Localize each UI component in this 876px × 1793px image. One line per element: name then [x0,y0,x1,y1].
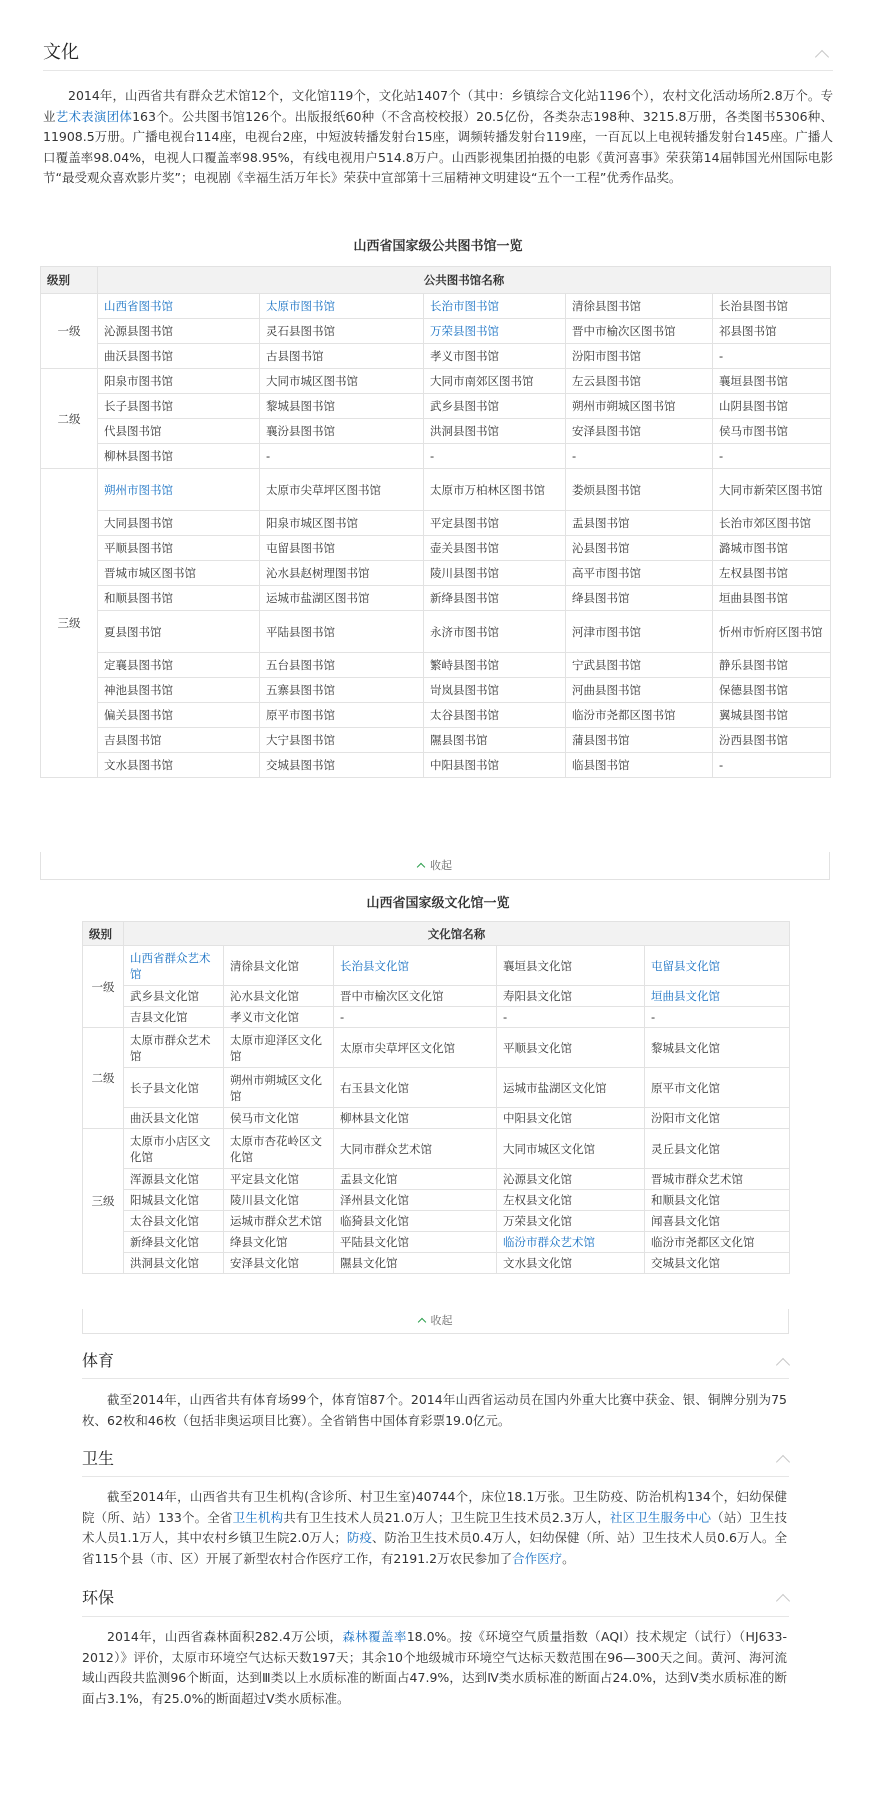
table-cell: 汾西县图书馆 [713,728,831,753]
table-row [41,536,831,561]
chevron-up-icon [417,1318,425,1326]
table-cell: 黎城县文化馆 [645,1028,790,1068]
table-cell: 吉县图书馆 [98,728,260,753]
table-cell: 清徐县文化馆 [224,946,334,986]
table-cell: 长子县图书馆 [98,394,260,419]
table-row [41,319,831,344]
table-cell: 陵川县图书馆 [424,561,566,586]
table-cell: 隰县图书馆 [424,728,566,753]
table-cell: 阳城县文化馆 [124,1190,224,1211]
table-cell: 古县图书馆 [260,344,424,369]
table-cell: 夏县图书馆 [98,611,260,653]
table-cell: 祁县图书馆 [713,319,831,344]
table-cell: 陵川县文化馆 [224,1190,334,1211]
table-cell: - [713,344,831,369]
inline-link[interactable]: 森林覆盖率 [342,1629,407,1644]
table-cell: 灵丘县文化馆 [645,1129,790,1169]
text-segment: 、防治卫生技术员0.4万人，妇幼保健（所、站）卫生技术人员0.6万人。全省115个县（市、区）开展了新型农村合作医疗工作，有2191.2万农民参加了 [82,1530,787,1566]
table-cell: 临县图书馆 [566,753,713,778]
table-row [41,753,831,778]
level-cell: 三级 [41,469,98,778]
table-cell: 汾阳市图书馆 [566,344,713,369]
table-row [83,1007,790,1028]
table-cell: 侯马市文化馆 [224,1108,334,1129]
table-cell: 原平市文化馆 [645,1068,790,1108]
table-cell[interactable]: 山西省群众艺术馆 [124,946,224,986]
table-cell[interactable]: 屯留县文化馆 [645,946,790,986]
table-cell: 阳泉市城区图书馆 [260,511,424,536]
table-cell: 屯留县图书馆 [260,536,424,561]
table-cell: 沁源县图书馆 [98,319,260,344]
table-cell: 平顺县图书馆 [98,536,260,561]
health-heading-row [82,1446,114,1469]
table-cell: 泽州县文化馆 [334,1190,497,1211]
table-row [83,946,790,986]
table-cell: 繁峙县图书馆 [424,653,566,678]
collapse-chevron-icon[interactable] [776,1455,790,1469]
table-cell: 太原市万柏林区图书馆 [424,469,566,511]
table-row [41,294,831,319]
health-heading: 卫生 [82,1449,115,1468]
table-cell[interactable]: 山西省图书馆 [98,294,260,319]
table-cell: 和顺县图书馆 [98,586,260,611]
table-row [83,1108,790,1129]
table-cell: 盂县图书馆 [566,511,713,536]
table-cell: - [497,1007,645,1028]
table-cell: 黎城县图书馆 [260,394,424,419]
table-row [41,703,831,728]
table-row [41,611,831,653]
divider [82,1476,789,1477]
table-cell: 五台县图书馆 [260,653,424,678]
table-cell: 新绛县图书馆 [424,586,566,611]
table-cell: 平顺县文化馆 [497,1028,645,1068]
table-cell: 晋城市城区图书馆 [98,561,260,586]
level-cell: 一级 [41,294,98,369]
divider [43,70,833,71]
table-cell: 平定县文化馆 [224,1169,334,1190]
table-cell: 沁县图书馆 [566,536,713,561]
inline-link[interactable]: 防疫 [346,1530,372,1546]
table-row [41,586,831,611]
table-cell: 襄汾县图书馆 [260,419,424,444]
level-cell: 一级 [83,946,124,1028]
inline-link[interactable]: 艺术表演团体 [55,108,133,124]
table-row [83,1211,790,1232]
table-cell[interactable]: 太原市图书馆 [260,294,424,319]
table-cell: 平陆县图书馆 [260,611,424,653]
divider [82,1378,789,1379]
table-cell: 神池县图书馆 [98,678,260,703]
health-paragraph [82,1487,787,1569]
level-cell: 三级 [83,1129,124,1274]
table-cell: 文水县文化馆 [497,1253,645,1274]
table-cell: 蒲县图书馆 [566,728,713,753]
table-row [41,444,831,469]
environment-heading-row [82,1585,114,1608]
table-cell: 和顺县文化馆 [645,1190,790,1211]
table-cell: 曲沃县文化馆 [124,1108,224,1129]
table-row [41,419,831,444]
table-cell: 灵石县图书馆 [260,319,424,344]
table-cell: 娄烦县图书馆 [566,469,713,511]
environment-heading: 环保 [82,1588,115,1607]
table-cell: 襄垣县图书馆 [713,369,831,394]
text-segment: 截至2014年，山西省共有卫生机构(含诊所、村卫生室)40744个，床位18.1万张。卫生防疫、防治机构134个，妇幼保健院（所、站）133个。全省 [82,1489,787,1525]
table-cell: 大同市城区文化馆 [497,1129,645,1169]
table-cell: 吉县文化馆 [124,1007,224,1028]
table-cell: 朔州市朔城区图书馆 [566,394,713,419]
sports-paragraph [82,1390,787,1431]
table-row [41,678,831,703]
inline-link[interactable]: 合作医疗 [512,1550,563,1566]
table-cell: 交城县文化馆 [645,1253,790,1274]
table-cell: 太原市群众艺术馆 [124,1028,224,1068]
table-row [41,344,831,369]
table-cell: 交城县图书馆 [260,753,424,778]
table-cell: 河曲县图书馆 [566,678,713,703]
table-row [83,1253,790,1274]
table-cell: 五寨县图书馆 [260,678,424,703]
table-cell: 壶关县图书馆 [424,536,566,561]
table-cell: 武乡县文化馆 [124,986,224,1007]
table-cell: 大同市新荣区图书馆 [713,469,831,511]
table-cell: 绛县图书馆 [566,586,713,611]
table-cell: 宁武县图书馆 [566,653,713,678]
culture-heading: 文化 [43,42,79,63]
table-cell[interactable]: 垣曲县文化馆 [645,986,790,1007]
table-cell: 临汾市尧都区文化馆 [645,1232,790,1253]
table-cell: 文水县图书馆 [98,753,260,778]
table-cell: 晋中市榆次区文化馆 [334,986,497,1007]
chevron-up-icon [417,863,425,871]
table-row [41,469,831,511]
collapse-label: 收起 [430,859,452,872]
table-cell: 洪洞县文化馆 [124,1253,224,1274]
table-row [41,369,831,394]
table-row [83,1028,790,1068]
text-segment: 18.0%。按《环境空气质量指数（AQI）技术规定（试行）（HJ633-2012）》评价，太原市环境空气达标天数197天；其余10个地级城市环境空气达标天数范围在96—300天之间。黄河、海河流域山西段共监测96个断面，达到Ⅲ类以上水质标准的断面占47.9%，达到Ⅳ类水质标准的断面占24.0%，达到Ⅴ类水质标准的断面占3.1%，有25.0%的断面超过Ⅴ类水质标准。 [82,1629,787,1706]
table-cell: 太原市尖草坪区文化馆 [334,1028,497,1068]
table-cell: 清徐县图书馆 [566,294,713,319]
table-cell: 临汾市尧都区图书馆 [566,703,713,728]
table-cell: 静乐县图书馆 [713,653,831,678]
table-cell: 阳泉市图书馆 [98,369,260,394]
table-cell: 襄垣县文化馆 [497,946,645,986]
table-cell: 晋城市群众艺术馆 [645,1169,790,1190]
col-level-header: 级别 [83,922,124,946]
table-cell: 中阳县图书馆 [424,753,566,778]
table-cell: 太原市尖草坪区图书馆 [260,469,424,511]
level-cell: 二级 [41,369,98,469]
table-row [83,1190,790,1211]
col-level-header: 级别 [41,267,98,294]
table-cell: - [645,1007,790,1028]
table-cell: 隰县文化馆 [334,1253,497,1274]
table-cell: 沁源县文化馆 [497,1169,645,1190]
culturehall-table [82,921,790,1274]
table-cell: 垣曲县图书馆 [713,586,831,611]
table-cell: - [424,444,566,469]
inline-link[interactable]: 社区卫生服务中心 [609,1509,712,1525]
table-cell: 侯马市图书馆 [713,419,831,444]
table-cell: 汾阳市文化馆 [645,1108,790,1129]
table-cell: 运城市盐湖区文化馆 [497,1068,645,1108]
table-cell: 临猗县文化馆 [334,1211,497,1232]
col-names-header: 文化馆名称 [124,922,790,946]
table-cell: 大同市南郊区图书馆 [424,369,566,394]
table-cell: 柳林县文化馆 [334,1108,497,1129]
table-cell: 左权县图书馆 [713,561,831,586]
culturehall-collapse-button[interactable] [82,1309,789,1334]
table-cell: 曲沃县图书馆 [98,344,260,369]
text-segment: 2014年，山西省森林面积282.4万公顷， [107,1629,343,1644]
table-row [83,986,790,1007]
table-cell: 运城市群众艺术馆 [224,1211,334,1232]
sports-heading: 体育 [82,1351,115,1370]
table-cell: 闻喜县文化馆 [645,1211,790,1232]
table-cell: 山阴县图书馆 [713,394,831,419]
text-segment: 。 [562,1550,575,1566]
collapse-chevron-icon[interactable] [776,1358,790,1372]
table-cell: 武乡县图书馆 [424,394,566,419]
table-cell: 平定县图书馆 [424,511,566,536]
text-segment: （站）卫生技术人员1.1万人，其中农村乡镇卫生院2.0万人； [82,1509,787,1546]
culture-heading-row [43,38,79,64]
table-cell: - [260,444,424,469]
table-row [83,1232,790,1253]
text-segment: 截至2014年，山西省共有体育场99个，体育馆87个。2014年山西省运动员在国内外重大比赛中获金、银、铜牌分别为75枚、62枚和46枚（包括非奥运项目比赛）。全省销售中国体育彩票19.0亿元。 [82,1392,787,1428]
table-cell: 大同市群众艺术馆 [334,1129,497,1169]
culture-paragraph [43,86,833,189]
table-cell: 晋中市榆次区图书馆 [566,319,713,344]
table-cell: 中阳县文化馆 [497,1108,645,1129]
table-row [83,1129,790,1169]
table-cell: 孝义市图书馆 [424,344,566,369]
table-row [41,394,831,419]
table-row [41,511,831,536]
library-table [40,266,831,778]
table-cell: 河津市图书馆 [566,611,713,653]
table-row [83,1169,790,1190]
table-cell: 运城市盐湖区图书馆 [260,586,424,611]
table-cell: 定襄县图书馆 [98,653,260,678]
table-cell: 朔州市朔城区文化馆 [224,1068,334,1108]
environment-paragraph [82,1627,787,1709]
table-cell: 沁水县赵树理图书馆 [260,561,424,586]
table-cell: - [713,753,831,778]
table-cell: - [713,444,831,469]
table-cell: 长治市郊区图书馆 [713,511,831,536]
table-cell: 原平市图书馆 [260,703,424,728]
table-cell: 万荣县文化馆 [497,1211,645,1232]
table-cell: 左云县图书馆 [566,369,713,394]
table-cell: 高平市图书馆 [566,561,713,586]
table-cell: 寿阳县文化馆 [497,986,645,1007]
table-cell: 偏关县图书馆 [98,703,260,728]
table-cell: 忻州市忻府区图书馆 [713,611,831,653]
table-cell: 新绛县文化馆 [124,1232,224,1253]
level-cell: 二级 [83,1028,124,1129]
table-cell[interactable]: 朔州市图书馆 [98,469,260,511]
table-cell: 沁水县文化馆 [224,986,334,1007]
library-collapse-button[interactable] [40,852,830,880]
table-cell: 安泽县文化馆 [224,1253,334,1274]
table-cell: 翼城县图书馆 [713,703,831,728]
table-cell: 太原市杏花岭区文化馆 [224,1129,334,1169]
collapse-chevron-icon[interactable] [776,1594,790,1608]
table-cell: - [334,1007,497,1028]
table-row [41,653,831,678]
table-cell[interactable]: 长治县文化馆 [334,946,497,986]
table-cell: 太谷县图书馆 [424,703,566,728]
table-cell: 潞城市图书馆 [713,536,831,561]
table-cell: 大同县图书馆 [98,511,260,536]
culturehall-table-title: 山西省国家级文化馆一览 [366,896,510,911]
table-cell: 岢岚县图书馆 [424,678,566,703]
table-cell: 洪洞县图书馆 [424,419,566,444]
collapse-chevron-icon[interactable] [815,50,829,64]
table-cell[interactable]: 临汾市群众艺术馆 [497,1232,645,1253]
table-cell: - [566,444,713,469]
table-cell: 孝义市文化馆 [224,1007,334,1028]
table-cell: 左权县文化馆 [497,1190,645,1211]
table-row [41,561,831,586]
table-cell: 代县图书馆 [98,419,260,444]
inline-link[interactable]: 卫生机构 [232,1509,284,1525]
table-cell: 平陆县文化馆 [334,1232,497,1253]
table-cell: 绛县文化馆 [224,1232,334,1253]
table-cell: 大宁县图书馆 [260,728,424,753]
collapse-label: 收起 [430,1314,453,1327]
table-cell: 安泽县图书馆 [566,419,713,444]
table-cell: 太原市迎泽区文化馆 [224,1028,334,1068]
table-cell: 盂县文化馆 [334,1169,497,1190]
divider [82,1616,789,1617]
table-cell: 长子县文化馆 [124,1068,224,1108]
table-row [41,728,831,753]
table-cell: 太原市小店区文化馆 [124,1129,224,1169]
table-cell: 柳林县图书馆 [98,444,260,469]
text-segment: 163个。公共图书馆126个。出版报纸60种（不含高校校报）20.5亿份，各类杂志198种、3215.8万册，各类图书5306种、11908.5万册。广播电视台114座，电视台2座，中短波转播发射台15座，调频转播发射台119座，一百瓦以上电视转播发射台145座。广播人口覆盖率98.04%，电视人口覆盖率98.95%，有线电视用户514.8万户。山西影视集团拍摄的电影《黄河喜事》荣获第14届韩国光州国际电影节“最受观众喜欢影片奖”；电视剧《幸福生活万年长》荣获中宣部第十三届精神文明建设“五个一工程”优秀作品奖。 [43,108,833,186]
table-cell: 永济市图书馆 [424,611,566,653]
text-segment: 共有卫生技术人员21.0万人；卫生院卫生技术员2.3万人， [283,1509,610,1525]
table-cell[interactable]: 万荣县图书馆 [424,319,566,344]
table-row [83,1068,790,1108]
table-cell: 保德县图书馆 [713,678,831,703]
text-segment: 2014年，山西省共有群众艺术馆12个，文化馆119个，文化站1407个（其中：乡镇综合文化站1196个），农村文化活动场所2.8万个。专业 [43,88,833,124]
table-cell: 大同市城区图书馆 [260,369,424,394]
table-cell: 右玉县文化馆 [334,1068,497,1108]
table-cell: 太谷县文化馆 [124,1211,224,1232]
col-names-header: 公共图书馆名称 [98,267,831,294]
library-table-title: 山西省国家级公共图书馆一览 [353,239,523,254]
table-cell: 浑源县文化馆 [124,1169,224,1190]
table-cell: 长治县图书馆 [713,294,831,319]
sports-heading-row [82,1348,114,1371]
table-cell[interactable]: 长治市图书馆 [424,294,566,319]
